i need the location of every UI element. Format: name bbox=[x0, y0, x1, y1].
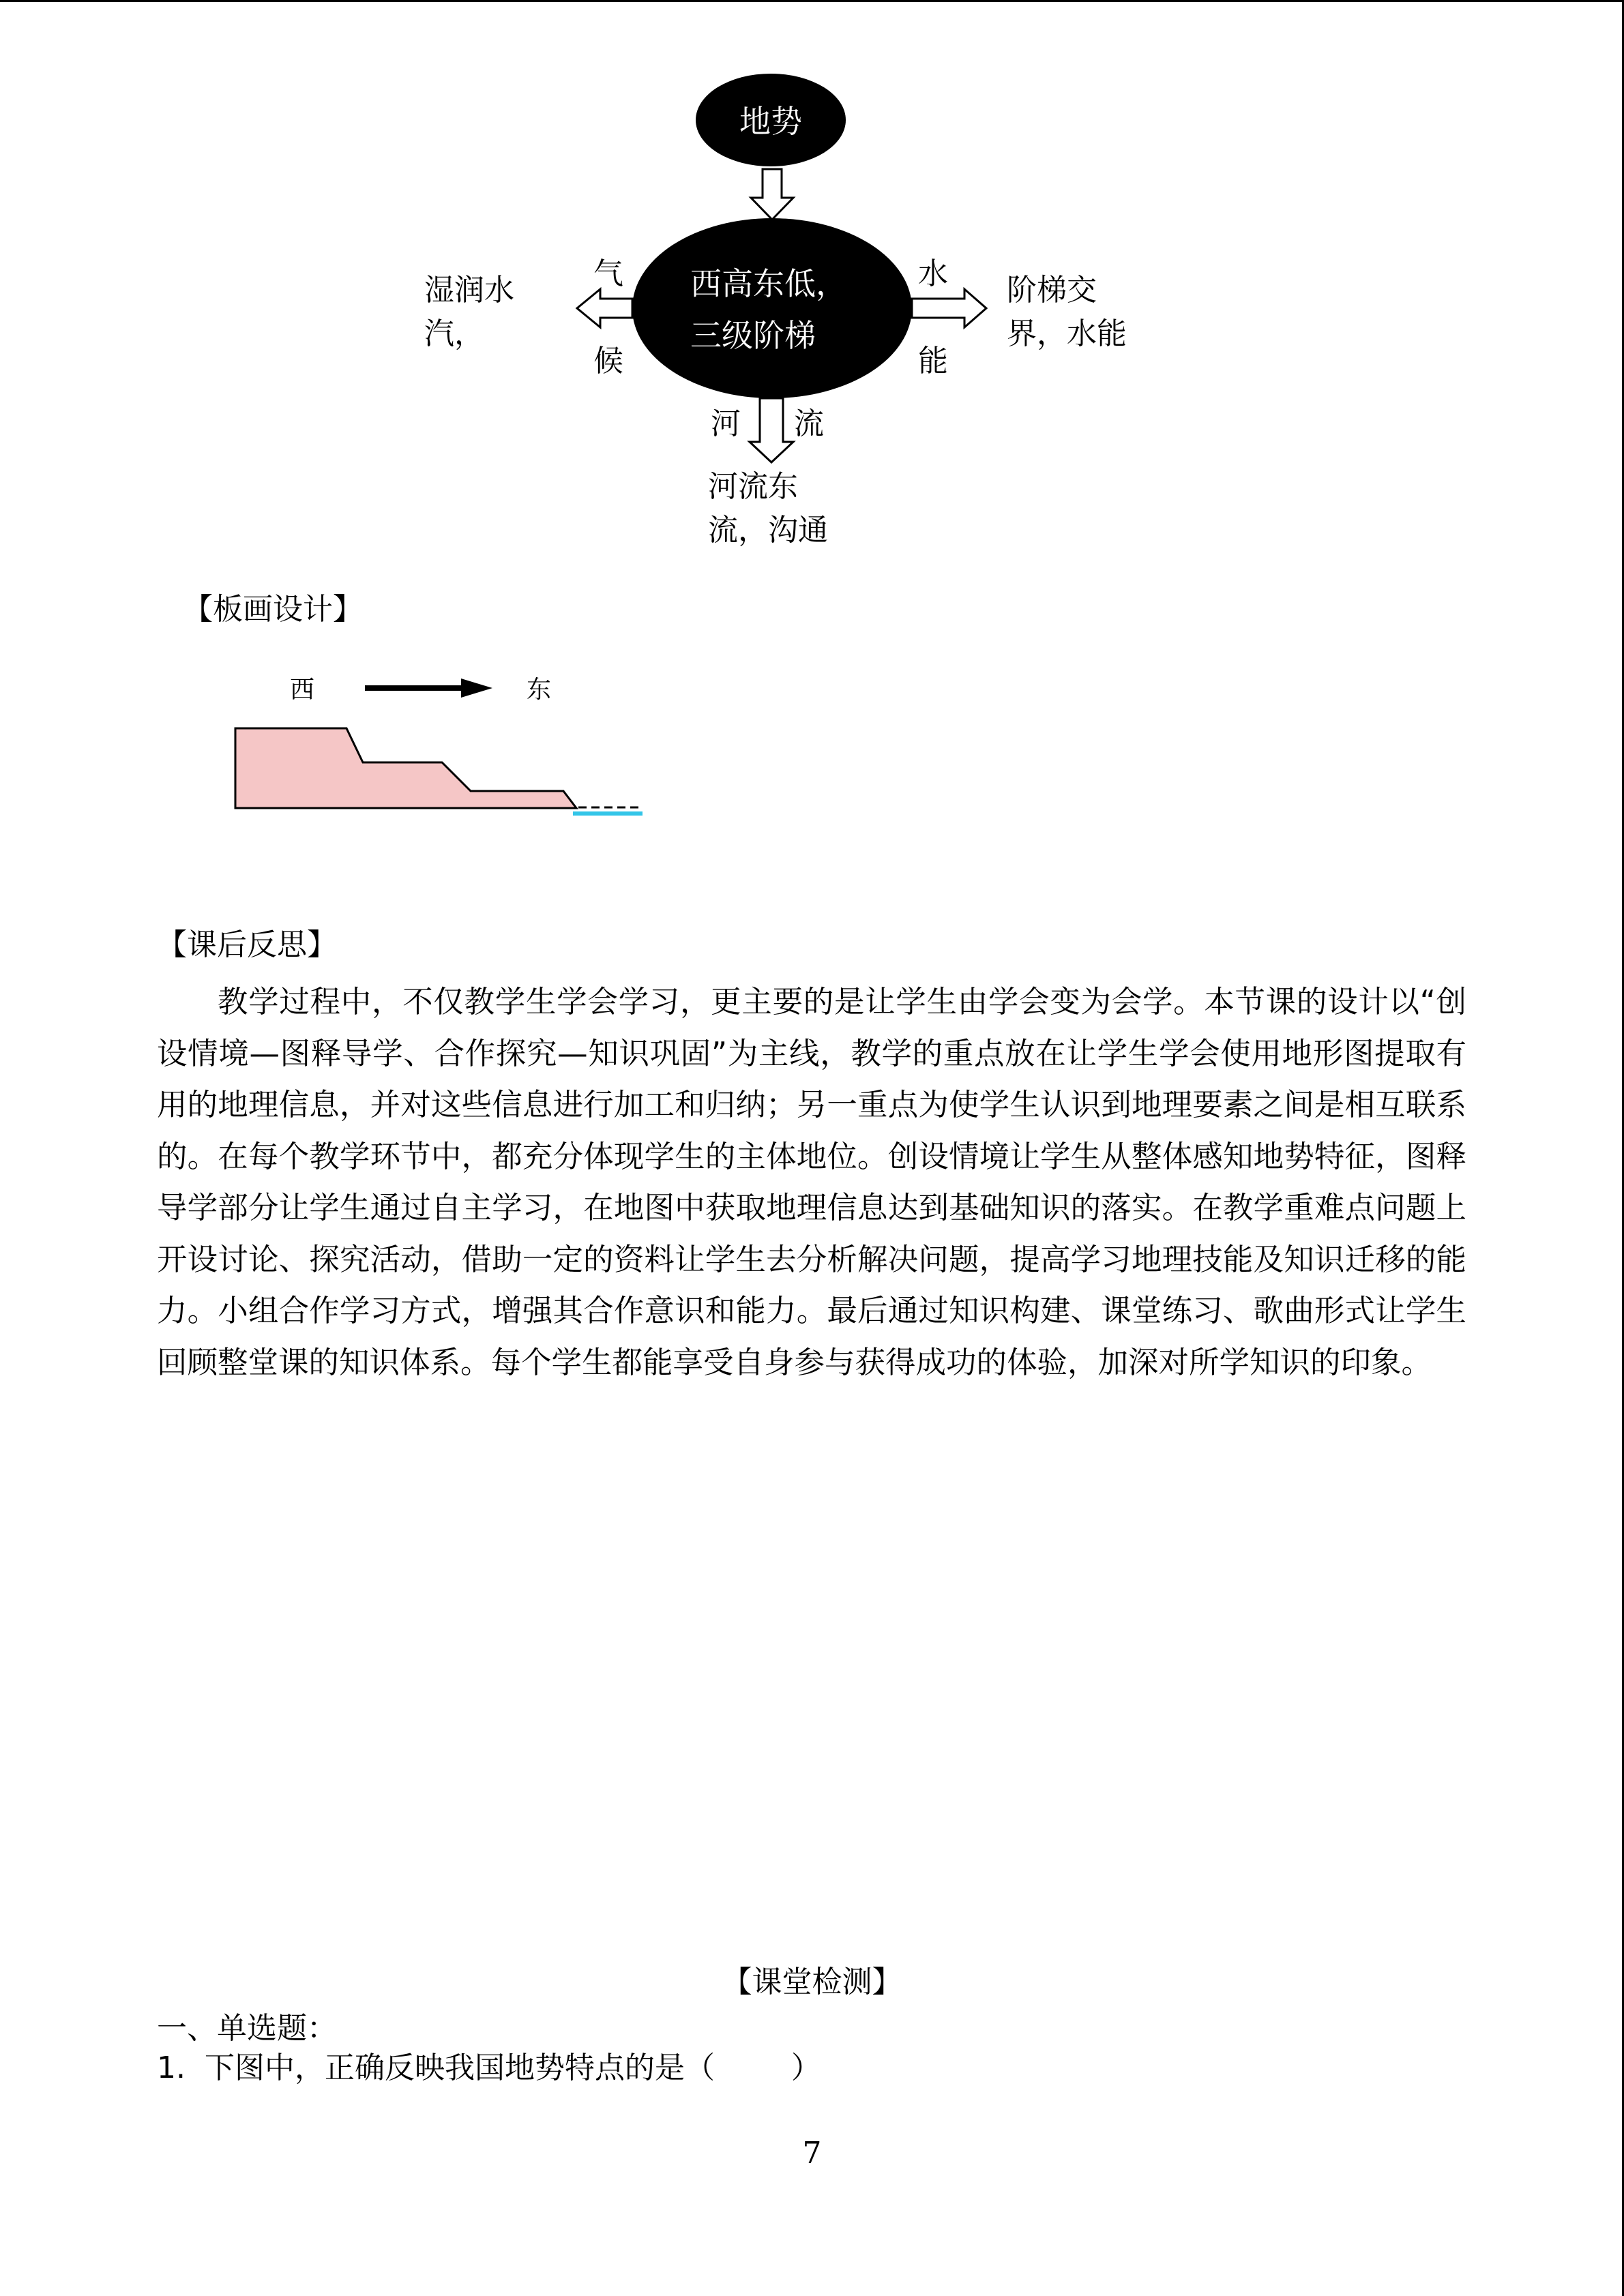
bottom-down-arrow bbox=[750, 398, 793, 462]
left-arrow bbox=[577, 289, 632, 327]
right-arrow bbox=[912, 289, 986, 327]
west-east-arrow-head bbox=[461, 679, 492, 698]
center-node-line1: 西高东低， bbox=[690, 265, 847, 302]
quiz-heading: 【课堂检测】 bbox=[722, 1965, 902, 1999]
left-result-line2: 汽， bbox=[424, 316, 484, 351]
terrain-profile bbox=[235, 728, 576, 808]
left-arrow-label-bottom: 候 bbox=[593, 344, 623, 378]
down-arrow-label-left: 河 bbox=[711, 406, 741, 441]
quiz-question-1: 1. 下图中，正确反映我国地势特点的是（ ） bbox=[157, 2051, 821, 2085]
west-label: 西 bbox=[290, 676, 315, 704]
reflection-text: 教学过程中，不仅教学生学会学习，更主要的是让学生由学会变为会学。本节课的设计以“创设情境—图释导学、合作探究—知识巩固”为主线，教学的重点放在让学生学会使用地形图提取有用的地理信息，并对这些信息进行加工和归纳；另一重点为使学生认识到地理要素之间是相互联系的。在每个教学环节中，都充分体现学生的主体地位。创设情境让学生从整体感知地势特征，图释导学部分让学生通过自主学习，在地图中获取地理信息达到基础知识的落实。在教学重难点问题上开设讨论、探究活动，借助一定的资料让学生去分析解决问题，提高学习地理技能及知识迁移的能力。小组合作学习方式，增强其合作意识和能力。最后通过知识构建、课堂练习、歌曲形式让学生回顾整堂课的知识体系。每个学生都能享受自身参与获得成功的体验，加深对所学知识的印象。 bbox=[157, 985, 1466, 1380]
page-number: 7 bbox=[802, 2136, 822, 2171]
reflection-heading: 【课后反思】 bbox=[157, 927, 337, 962]
left-result-line1: 湿润水 bbox=[424, 273, 514, 308]
center-node-ellipse bbox=[632, 218, 912, 398]
right-arrow-label-bottom: 能 bbox=[918, 344, 948, 378]
down-result-line1: 河流东 bbox=[708, 469, 798, 504]
right-result-line2: 界，水能 bbox=[1007, 316, 1127, 351]
center-node-line2: 三级阶梯 bbox=[690, 317, 816, 354]
top-down-arrow bbox=[751, 169, 793, 220]
left-arrow-label-top: 气 bbox=[593, 256, 623, 291]
board-design-heading: 【板画设计】 bbox=[183, 592, 363, 627]
right-result-line1: 阶梯交 bbox=[1007, 273, 1097, 308]
down-result-line2: 流，沟通 bbox=[708, 513, 828, 548]
quiz-section-title: 一、单选题： bbox=[157, 2011, 337, 2046]
reflection-paragraph bbox=[157, 976, 1466, 1388]
top-node-label: 地势 bbox=[739, 103, 802, 140]
right-arrow-label-top: 水 bbox=[918, 256, 948, 291]
down-arrow-label-right: 流 bbox=[794, 406, 824, 441]
east-label: 东 bbox=[527, 676, 552, 704]
